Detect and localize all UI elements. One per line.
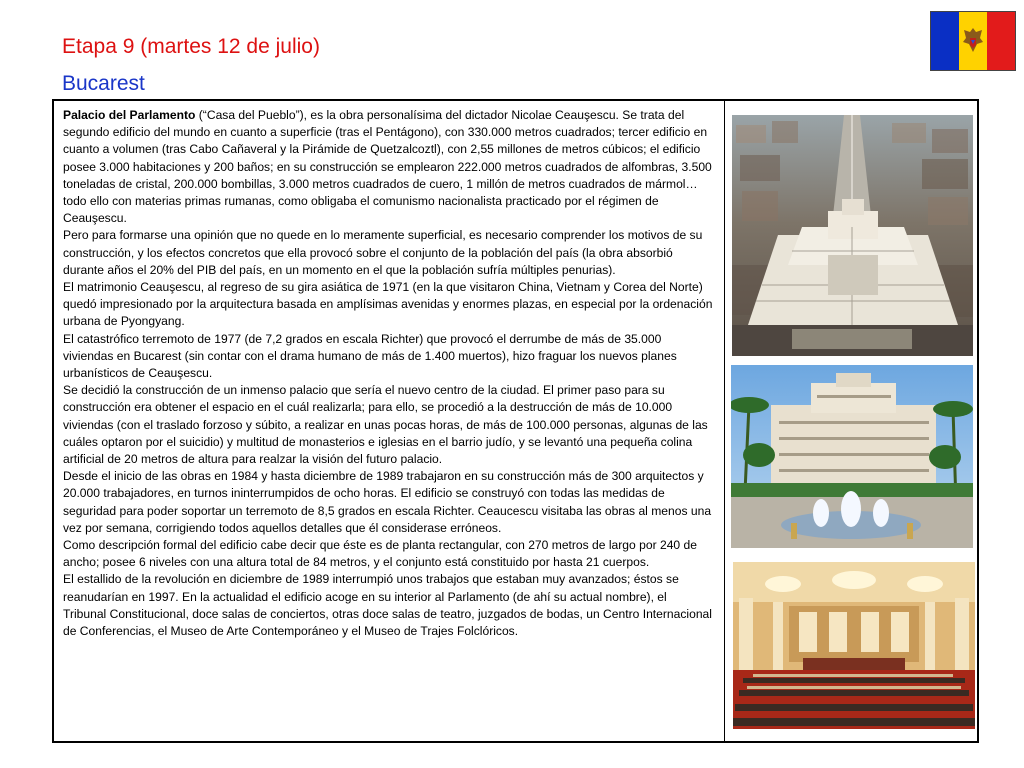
article-paragraph: Como descripción formal del edificio cabe decir que éste es de planta rectangular, con 270 metros de largo por 240 de ancho; posee 6 niveles con una altura total de 84 metros, y el conjunto está constituido por hasta 21 cuerpos.	[63, 538, 697, 570]
article-text	[63, 107, 713, 640]
article-paragraph: El catastrófico terremoto de 1977 (de 7,2 grados en escala Richter) que provocó el derrumbe de más de 35.000 viviendas en Bucarest (sin contar con el drama humano de más de 1.400 muertos), hizo fraguar los nuevos planes urbanísticos de Ceauşescu.	[63, 331, 677, 381]
aerial-palace-photo	[732, 115, 973, 356]
moldova-flag-icon	[930, 11, 1016, 71]
article-intro-rest: (“Casa del Pueblo”), es la obra personalísima del dictador Nicolae Ceauşescu. Se trata del segundo edificio del mundo en cuanto a superficie (tras el Pentágono), con 330.000 metros cuadrados; tercer edificio en cuanto a volumen (tras Cabo Cañaveral y la Pirámide de Quetzalcoztl), con 2,55 millones de metros cúbicos; el edificio posee 3.000 habitaciones y 200 baños; en su construcción se emplearon 222.000 metros cuadrados de alfombras, 3.500 toneladas de cristal, 200.000 bombillas, 3.000 metros cuadrados de cuero, 1 millón de metros cuadrados de mármol…todo ello con materias primas rumanas, como obligaba el comunismo nacionalista practicado por el régimen de Ceauşescu.	[63, 108, 712, 226]
page-subtitle: Bucarest	[62, 72, 145, 95]
article-paragraph: Se decidió la construcción de un inmenso palacio que sería el nuevo centro de la ciudad. El primer paso para su construcción era obtener el espacio en el cuál realizarla; para ello, se procedió a la destrucción de más de 10.000 viviendas (con el traslado forzoso y súbito, a realizar en unas pocas horas, de más de 100.000 personas, algunas de las cuáles optaron por el suicidio) y multitud de monasterios e iglesias en el barrio judío, y se levantó una pequeña colina artificial de 20 metros de altura para realzar la visión del futuro palacio.	[63, 383, 708, 467]
article-paragraph: Pero para formarse una opinión que no quede en lo meramente superficial, es necesario comprender los motivos de su construcción, y los efectos concretos que ella provocó sobre el conjunto de la población del país (la obra absorbió durante años el 20% del PIB del país, en un momento en el que la población sufría múltiples penurias).	[63, 228, 703, 277]
page-title: Etapa 9 (martes 12 de julio)	[62, 35, 320, 58]
column-divider	[724, 101, 725, 741]
article-paragraph: El estallido de la revolución en diciembre de 1989 interrumpió unos trabajos que estaban muy avanzados; éstos se reanudarían en 1997. En la actualidad el edificio acoge en su interior al Parlamento (de ahí su actual nombre), el Tribunal Constitucional, doce salas de conciertos, otras doce salas de teatro, juzgados de bodas, un Centro Internacional de Conferencias, el Museo de Arte Contemporáneo y el Museo de Trajes Folclóricos.	[63, 572, 712, 639]
coat-of-arms-icon	[961, 26, 985, 54]
article-paragraph: El matrimonio Ceauşescu, al regreso de su gira asiática de 1971 (en la que visitaron China, Vietnam y Corea del Norte) quedó impresionado por la arquitectura basada en amplísimas avenidas y enormes plazas, en especial por la ordenación urbana de Pyongyang.	[63, 280, 713, 329]
palace-facade-fountain-photo	[731, 365, 973, 548]
conference-hall-photo	[733, 562, 975, 729]
article-intro	[63, 107, 713, 227]
article-intro-bold: Palacio del Parlamento	[63, 108, 196, 122]
content-table	[52, 99, 979, 743]
article-paragraph: Desde el inicio de las obras en 1984 y hasta diciembre de 1989 trabajaron en su construcción más de 300 arquitectos y 20.000 trabajadores, en turnos ininterrumpidos de ocho horas. El edificio se construyó con todas las medidas de seguridad para poder soportar un terremoto de 8,5 grados en escala Richter. Ceaucescu visitaba las obras al menos una vez por semana, corrigiendo todos aquellos detalles que él considerase erróneos.	[63, 469, 712, 535]
